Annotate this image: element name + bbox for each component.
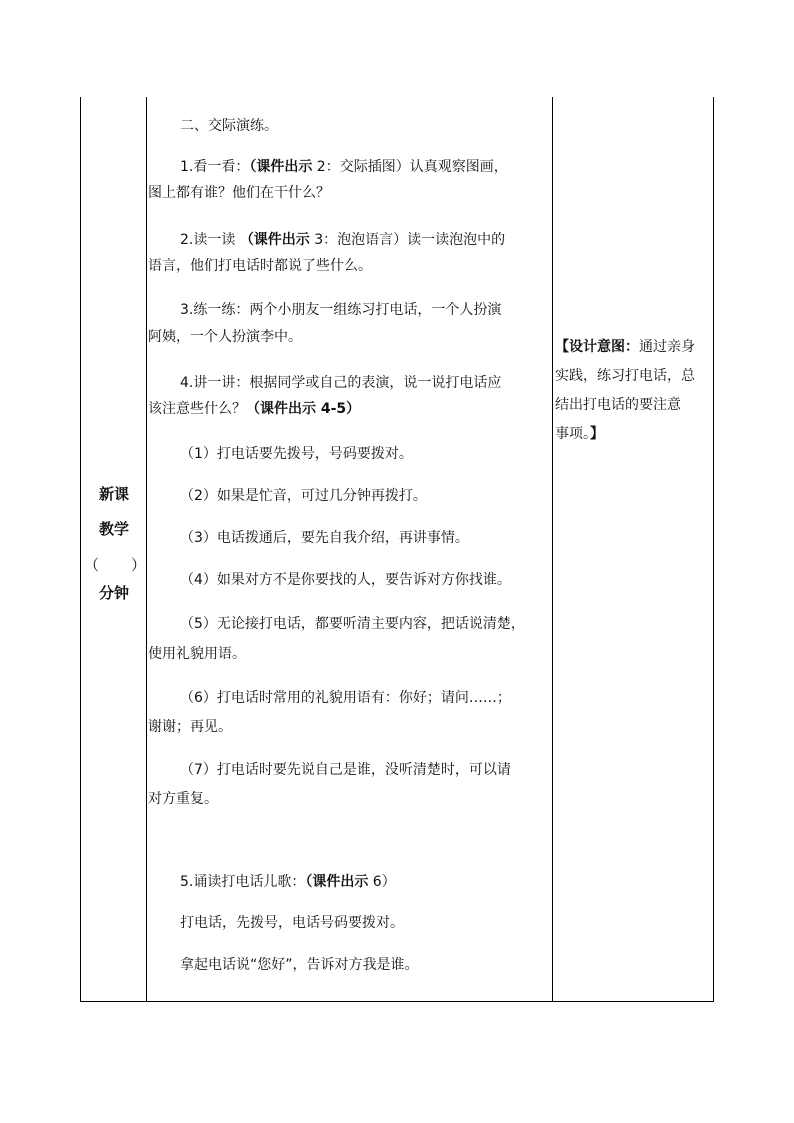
item-5-prefix: 5.诵读打电话儿歌：	[180, 874, 306, 890]
design-note-line-1-rest: 通过亲身	[639, 339, 695, 355]
section-label-line4: 分钟	[98, 584, 129, 602]
sub-item-1: （1）打电话要先拨号，号码要拨对。	[180, 446, 413, 462]
table-left-border	[80, 97, 81, 1002]
design-note-close-bracket: 】	[590, 426, 604, 442]
paren-close: ）	[130, 556, 146, 574]
song-line-1: 打电话，先拨号，电话号码要拨对。	[180, 915, 404, 931]
item-2-rest: 3：泡泡语言）读一读泡泡中的	[309, 232, 506, 248]
item-5-end: 6）	[368, 874, 396, 890]
section-heading: 二、交际演练。	[180, 118, 278, 134]
sub-item-2: （2）如果是忙音，可过几分钟再拨打。	[180, 488, 427, 504]
item-2-bold: （课件出示	[239, 232, 310, 248]
design-note-line-2: 实践，练习打电话，总	[555, 368, 695, 384]
item-1-line-a	[148, 156, 584, 179]
item-2-line-b: 语言，他们打电话时都说了些什么。	[148, 258, 372, 274]
item-1-rest: 2：交际插图）认真观察图画，	[312, 159, 508, 175]
sub-item-6-line-b: 谢谢；再见。	[148, 719, 232, 735]
section-label-line2: 教学	[98, 520, 129, 538]
item-5	[148, 871, 584, 894]
column-divider-1	[146, 97, 147, 1002]
sub-item-4: （4）如果对方不是你要找的人，要告诉对方你找谁。	[180, 572, 511, 588]
table-right-border	[713, 97, 714, 1002]
item-1-bold: （课件出示	[249, 159, 313, 175]
item-3-line-a: 3.练一练：两个小朋友一组练习打电话，一个人扮演	[180, 302, 502, 318]
item-1-line-b: 图上都有谁？他们在干什么？	[148, 185, 330, 201]
item-4-end: 4-5）	[316, 401, 361, 417]
item-2-prefix: 2.读一读	[180, 232, 240, 248]
sub-item-7-line-a: （7）打电话时要先说自己是谁，没听清楚时，可以请	[180, 762, 511, 778]
sub-item-5-line-a: （5）无论接打电话，都要听清主要内容，把话说清楚，	[180, 616, 525, 632]
sub-item-3: （3）电话拨通后，要先自我介绍，再讲事情。	[180, 530, 469, 546]
paren-open: （	[84, 556, 100, 574]
item-4-bold: （课件出示	[246, 401, 316, 417]
item-4-plain: 该注意些什么？	[148, 401, 246, 417]
design-note-label: 【设计意图：	[555, 339, 639, 355]
sub-item-7-line-b: 对方重复。	[148, 791, 218, 807]
item-5-bold: （课件出示	[305, 874, 369, 890]
item-4-line-a: 4.讲一讲：根据同学或自己的表演，说一说打电话应	[180, 375, 502, 391]
design-note	[555, 333, 713, 449]
design-note-line-4-plain: 事项。	[555, 426, 590, 442]
design-note-line-1	[555, 333, 713, 362]
design-note-line-3: 结出打电话的要注意	[555, 397, 681, 413]
section-label-line1: 新课	[98, 485, 129, 503]
table-bottom-border	[80, 1001, 714, 1002]
design-note-line-4	[555, 420, 713, 449]
item-4-line-b	[148, 398, 552, 421]
song-line-2: 拿起电话说“您好”，告诉对方我是谁。	[180, 957, 419, 973]
item-1-prefix: 1.看一看：	[180, 159, 250, 175]
sub-item-5-line-b: 使用礼貌用语。	[148, 646, 246, 662]
item-3-line-b: 阿姨，一个人扮演李中。	[148, 329, 302, 345]
sub-item-6-line-a: （6）打电话时常用的礼貌用语有：你好；请问……；	[180, 690, 511, 706]
item-2-line-a	[148, 229, 584, 252]
